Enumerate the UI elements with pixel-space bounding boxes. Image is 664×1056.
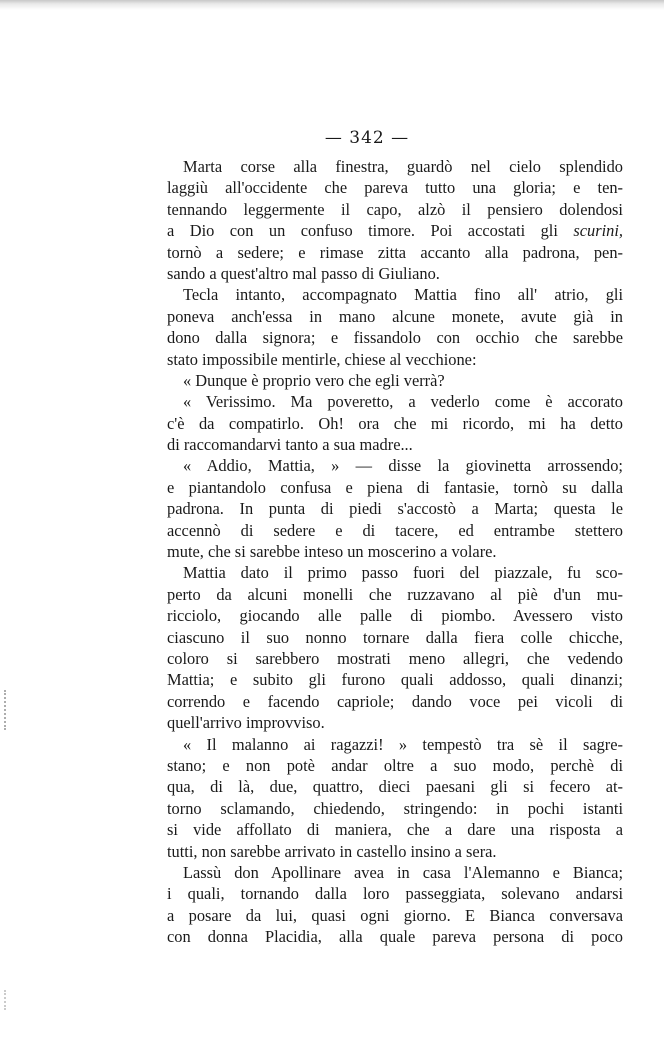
text-line: ciascuno il suo nonno tornare dalla fiera colle chicche, — [167, 627, 623, 647]
text-line: c'è da compatirlo. Oh! ora che mi ricordo, mi ha detto — [167, 413, 623, 433]
text-line: Tecla intanto, accompagnato Mattia fino all' atrio, gli — [183, 285, 623, 305]
text-line: Mattia dato il primo passo fuori del piazzale, fu sco- — [183, 563, 623, 583]
text-line: i quali, tornando dalla loro passeggiata, solevano andarsi — [167, 884, 623, 904]
text-line: accennò di sedere e di tacere, ed entrambe stettero — [167, 520, 623, 540]
text-line: quell'arrivo improvviso. — [167, 713, 325, 733]
text-line: poneva anch'essa in mano alcune monete, avute già in — [167, 306, 623, 326]
text-line: perto da alcuni monelli che ruzzavano al piè d'un mu- — [167, 584, 623, 604]
text-line: torno sclamando, chiedendo, stringendo: in pochi istanti — [167, 798, 623, 818]
text-line: sando a quest'altro mal passo di Giuliano. — [167, 263, 440, 283]
italic-word: scurini, — [573, 221, 623, 241]
text-line: correndo e facendo capriole; dando voce pei vicoli di — [167, 691, 623, 711]
text-line: « Addio, Mattia, » — disse la giovinetta arrossendo; — [183, 456, 623, 476]
text-line: Marta corse alla finestra, guardò nel cielo splendido — [183, 157, 623, 176]
text-line: laggiù all'occidente che pareva tutto una gloria; e ten- — [167, 178, 623, 198]
text-line: coloro si sarebbero mostrati meno allegri, che vedendo — [167, 648, 623, 668]
text-line: ricciolo, giocando alle palle di piombo. Avessero visto — [167, 606, 623, 626]
text-line: stano; e non potè andar oltre a suo modo, perchè di — [167, 755, 623, 775]
text-line: dono dalla signora; e fissandolo con occhio che sarebbe — [167, 328, 623, 348]
text-line: tornò a sedere; e rimase zitta accanto alla padrona, pen- — [167, 242, 623, 262]
scan-margin-marks-lower — [4, 990, 8, 1010]
text-line: qua, di là, due, quattro, dieci paesani gli si fecero at- — [167, 777, 623, 797]
text-line: stato impossibile mentirle, chiese al vecchione: — [167, 349, 477, 369]
scan-top-edge — [0, 0, 664, 10]
text-line: « Verissimo. Ma poveretto, a vederlo come è accorato — [183, 392, 623, 412]
text-line: di raccomandarvi tanto a sua madre... — [167, 435, 413, 455]
text-line: tennando leggermente il capo, alzò il pensiero dolendosi — [167, 199, 623, 219]
text-line: mute, che si sarebbe inteso un moscerino a volare. — [167, 542, 497, 562]
text-line: tutti, non sarebbe arrivato in castello insino a sera. — [167, 841, 497, 861]
text-line: « Dunque è proprio vero che egli verrà? — [183, 370, 445, 390]
text-line: Lassù don Apollinare avea in casa l'Alemanno e Bianca; — [183, 862, 623, 882]
text-line: « Il malanno ai ragazzi! » tempestò tra sè il sagre- — [183, 734, 623, 754]
text-line: a posare da lui, quasi ogni giorno. E Bianca conversava — [167, 905, 623, 925]
text-line: e piantandolo confusa e piena di fantasie, tornò su dalla — [167, 477, 623, 497]
text-line: con donna Placidia, alla quale pareva persona di poco — [167, 927, 623, 947]
text-line: padrona. In punta di piedi s'accostò a Marta; questa le — [167, 499, 623, 519]
text-line: si vide affollato di maniera, che a dare una risposta a — [167, 820, 623, 840]
text-line: a Dio con un confuso timore. Poi accostati gli scurini, — [167, 221, 623, 241]
body-text — [167, 156, 623, 947]
page-number: — 342 — — [324, 128, 410, 148]
scan-margin-marks — [4, 690, 8, 730]
text-line: Mattia; e subito gli furono quali addosso, quali dinanzi; — [167, 670, 623, 690]
